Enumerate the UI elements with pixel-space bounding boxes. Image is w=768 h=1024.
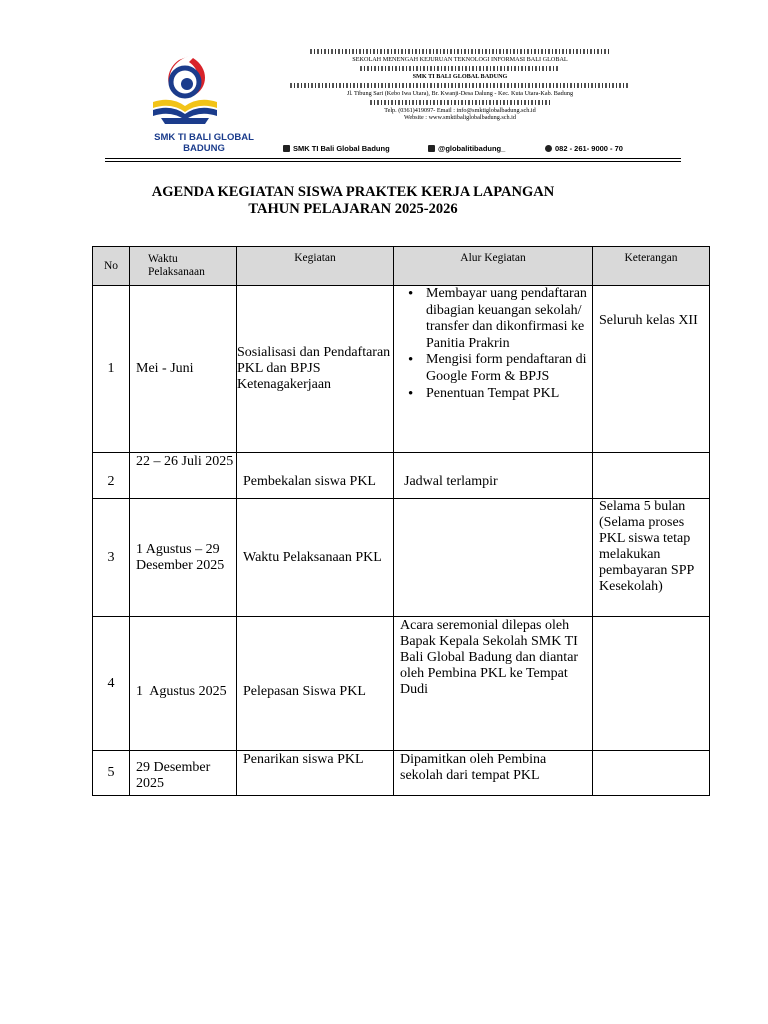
facebook-icon	[283, 145, 290, 152]
table-row	[93, 617, 710, 751]
website: Website : www.smktibaliglobalbadung.sch.id	[403, 114, 516, 121]
header-keterangan: Keterangan	[593, 247, 710, 286]
letterhead	[105, 42, 681, 162]
cell-no: 4	[93, 617, 130, 751]
cell-waktu: 29 Desember 2025	[130, 751, 237, 796]
cell-keterangan	[593, 751, 710, 796]
school-full-name: SEKOLAH MENENGAH KEJURUAN TEKNOLOGI INFORMASI BALI GLOBAL	[352, 56, 568, 63]
cell-alur: Jadwal terlampir	[394, 453, 593, 499]
phone-email: Telp. (0361)419097- Email : info@smktiglobalbadung.sch.id	[384, 107, 536, 114]
instagram-icon	[428, 145, 435, 152]
cell-keterangan: Seluruh kelas XII	[593, 286, 710, 453]
cell-keterangan: Selama 5 bulan (Selama proses PKL siswa tetap melakukan pembayaran SPP Kesekolah)	[593, 499, 710, 617]
cell-keterangan	[593, 617, 710, 751]
cell-no: 5	[93, 751, 130, 796]
facebook-label: SMK TI Bali Global Badung	[293, 144, 390, 153]
list-item: • Membayar uang pendaftaran dibagian keuangan sekolah/ transfer dan dikonfirmasi ke Panitia Prakrin	[426, 286, 592, 352]
cell-no: 1	[93, 286, 130, 453]
school-logo	[129, 52, 254, 156]
cell-waktu: 1 Agustus – 29 Desember 2025	[130, 499, 237, 617]
table-row	[93, 453, 710, 499]
cell-no: 2	[93, 453, 130, 499]
cell-waktu: Mei - Juni	[130, 286, 237, 453]
contact-bar	[283, 144, 673, 156]
table-row	[93, 286, 710, 453]
balinese-script-line	[290, 83, 630, 88]
header-waktu	[130, 247, 237, 286]
letterhead-divider	[105, 161, 681, 162]
letterhead-divider	[105, 158, 681, 159]
facebook-contact	[283, 144, 390, 153]
logo-name: SMK TI BALI GLOBAL	[154, 132, 254, 143]
balinese-script-line	[360, 66, 560, 71]
balinese-script-line	[370, 100, 550, 105]
table-header-row	[93, 247, 710, 286]
table-row	[93, 751, 710, 796]
cell-alur: Acara seremonial dilepas oleh Bapak Kepala Sekolah SMK TI Bali Global Badung dan diantar oleh Pembina PKL ke Tempat Dudi	[394, 617, 593, 751]
list-item: • Penentuan Tempat PKL	[426, 386, 592, 403]
cell-alur	[394, 499, 593, 617]
cell-waktu: 22 – 26 Juli 2025	[130, 453, 237, 499]
alur-list	[394, 286, 592, 402]
header-waktu-line-2: Pelaksanaan	[148, 266, 205, 278]
school-emblem-icon	[149, 54, 221, 132]
cell-keterangan	[593, 453, 710, 499]
instagram-label: @globalitibadung_	[438, 144, 506, 153]
title-line-1: AGENDA KEGIATAN SISWA PRAKTEK KERJA LAPANGAN	[151, 184, 555, 200]
cell-alur: Dipamitkan oleh Pembina sekolah dari tempat PKL	[394, 751, 593, 796]
header-waktu-line-1: Waktu	[148, 253, 178, 265]
whatsapp-label: 082 - 261- 9000 - 70	[555, 144, 623, 153]
cell-kegiatan: Sosialisasi dan Pendaftaran PKL dan BPJS Ketenagakerjaan	[237, 286, 394, 453]
cell-alur	[394, 286, 593, 453]
school-address: Jl. Tibung Sari (Kebo Iwa Utara), Br. Kwanji-Desa Dalung - Kec. Kuta Utara-Kab. Badung	[346, 90, 574, 97]
cell-kegiatan: Pelepasan Siswa PKL	[237, 617, 394, 751]
whatsapp-contact	[545, 144, 623, 153]
balinese-script-line	[310, 49, 610, 54]
cell-no: 3	[93, 499, 130, 617]
header-no: No	[93, 247, 130, 286]
title-line-2: TAHUN PELAJARAN 2025-2026	[248, 201, 458, 217]
list-item: • Mengisi form pendaftaran di Google Form & BPJS	[426, 352, 592, 385]
cell-waktu: 1 Agustus 2025	[130, 617, 237, 751]
document-title	[100, 184, 606, 218]
cell-kegiatan: Waktu Pelaksanaan PKL	[237, 499, 394, 617]
whatsapp-icon	[545, 145, 552, 152]
instagram-contact	[428, 144, 505, 153]
header-alur: Alur Kegiatan	[394, 247, 593, 286]
logo-subtitle: BADUNG	[183, 143, 225, 154]
cell-kegiatan: Penarikan siswa PKL	[237, 751, 394, 796]
table-row	[93, 499, 710, 617]
letterhead-text	[285, 46, 635, 121]
cell-kegiatan: Pembekalan siswa PKL	[237, 453, 394, 499]
school-short-name: SMK TI BALI GLOBAL BADUNG	[412, 73, 508, 80]
header-kegiatan: Kegiatan	[237, 247, 394, 286]
agenda-table	[92, 246, 710, 796]
